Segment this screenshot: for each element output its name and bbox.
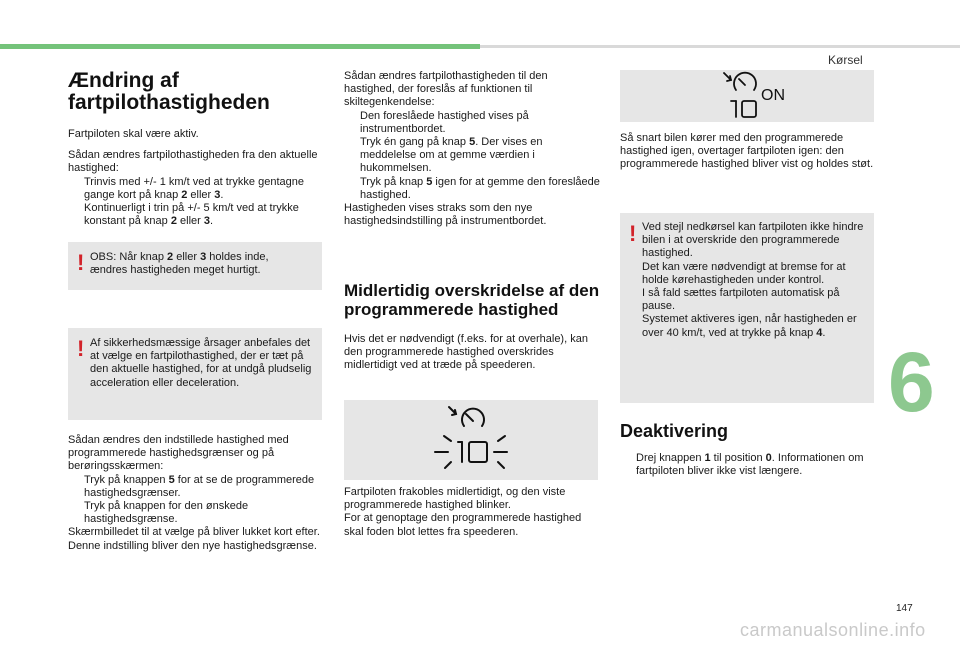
paragraph: Fartpiloten frakobles midlertidigt, og den viste programmerede hastighed blinker. [344, 486, 566, 512]
paragraph: Så snart bilen kører med den programmerede hastighed igen, overtager fartpiloten igen: den programmerede hastighed bliver vist og holdes støt. [620, 132, 874, 171]
column-2-mid [344, 333, 600, 373]
paragraph: Hastigheden vises straks som den nye hastighedsindstilling på instrumentbordet. [344, 202, 547, 228]
page-number: 147 [896, 603, 913, 614]
paragraph: Sådan ændres den indstillede hastighed med programmerede hastighedsgrænser og på berøringsskærmen: [68, 434, 289, 473]
warning-icon: ! [629, 221, 637, 246]
warning-icon: ! [77, 336, 85, 361]
header-divider [480, 45, 960, 48]
warning-icon: ! [77, 250, 85, 275]
paragraph: Sådan ændres fartpilothastigheden fra den aktuelle hastighed: [68, 149, 318, 175]
list-item: Tryk på knap 5 igen for at gemme den foreslåede hastighed. [360, 175, 600, 201]
chapter-number: 6 [888, 335, 935, 429]
speedometer-on-icon [620, 70, 874, 122]
section-heading: Deaktivering [620, 421, 729, 441]
list-item: Trinvis med +/- 1 km/t ved at trykke gentagne gange kort på knap 2 eller 3. [84, 175, 304, 201]
warning-box [68, 242, 322, 290]
warning-text: Af sikkerhedsmæssige årsager anbefales det at vælge en fartpilothastighed, der er tæt på den aktuelle hastighed, for at undgå pludselig acceleration eller deceleration. [90, 337, 312, 389]
section-label: Kørsel [828, 53, 863, 67]
warning-box [68, 328, 322, 420]
speed-blink-illustration [344, 400, 598, 480]
list-item: Drej knappen 1 til position 0. Informationen om fartpiloten bliver ikke vist længere. [636, 452, 864, 478]
list-item: Tryk én gang på knap 5. Der vises en meddelelse om at gemme værdien i hukommelsen. [360, 136, 543, 175]
warning-text: Ved stejl nedkørsel kan fartpiloten ikke hindre bilen i at overskride den programmerede hastighed. Det kan være nødvendigt at bremse for at holde kørehastigheden under kontrol. I så fald sættes fartpiloten automatisk på pause. Systemet aktiveres igen, når hastigheden er over 40 km/t, ved at trykke på knap 4. [642, 221, 864, 339]
column-1-lower [68, 434, 326, 553]
paragraph: Denne indstilling bliver den nye hastighedsgrænse. [68, 539, 317, 552]
section-heading: Midlertidig overskridelse af den programmerede hastighed [344, 281, 600, 319]
warning-box [620, 213, 874, 403]
watermark: carmanualsonline.info [740, 620, 926, 640]
header-accent-bar [0, 44, 480, 49]
list-item: Kontinuerligt i trin på +/- 5 km/t ved at trykke konstant på knap 2 eller 3. [84, 202, 299, 228]
list-item: Tryk på knappen for den ønskede hastighedsgrænse. [84, 500, 249, 526]
speed-on-illustration [620, 70, 874, 122]
list-item: Den foreslåede hastighed vises på instrumentbordet. [360, 109, 529, 135]
column-1 [68, 70, 328, 228]
column-3-lower [620, 452, 876, 478]
paragraph: Skærmbilledet til at vælge på bliver lukket kort efter. [68, 526, 320, 539]
column-3 [620, 132, 876, 172]
on-label: ON [761, 87, 785, 104]
paragraph: Sådan ændres fartpilothastigheden til den hastighed, der foreslås af funktionen til skiltegenkendelse: [344, 70, 548, 109]
column-2-lower [344, 486, 600, 539]
intro-text: Fartpiloten skal være aktiv. [68, 128, 199, 140]
paragraph: Hvis det er nødvendigt (f.eks. for at overhale), kan den programmerede hastighed overskrides midlertidigt ved at træde på speederen. [344, 333, 588, 372]
paragraph: For at genoptage den programmerede hastighed skal foden blot lettes fra speederen. [344, 512, 582, 538]
column-2 [344, 70, 600, 228]
list-item: Tryk på knappen 5 for at se de programmerede hastighedsgrænser. [84, 473, 315, 499]
page-title: Ændring af fartpilothastigheden [68, 69, 270, 114]
warning-text: OBS: Når knap 2 eller 3 holdes inde, ændres hastigheden meget hurtigt. [90, 251, 269, 277]
speedometer-blink-icon [344, 400, 598, 480]
